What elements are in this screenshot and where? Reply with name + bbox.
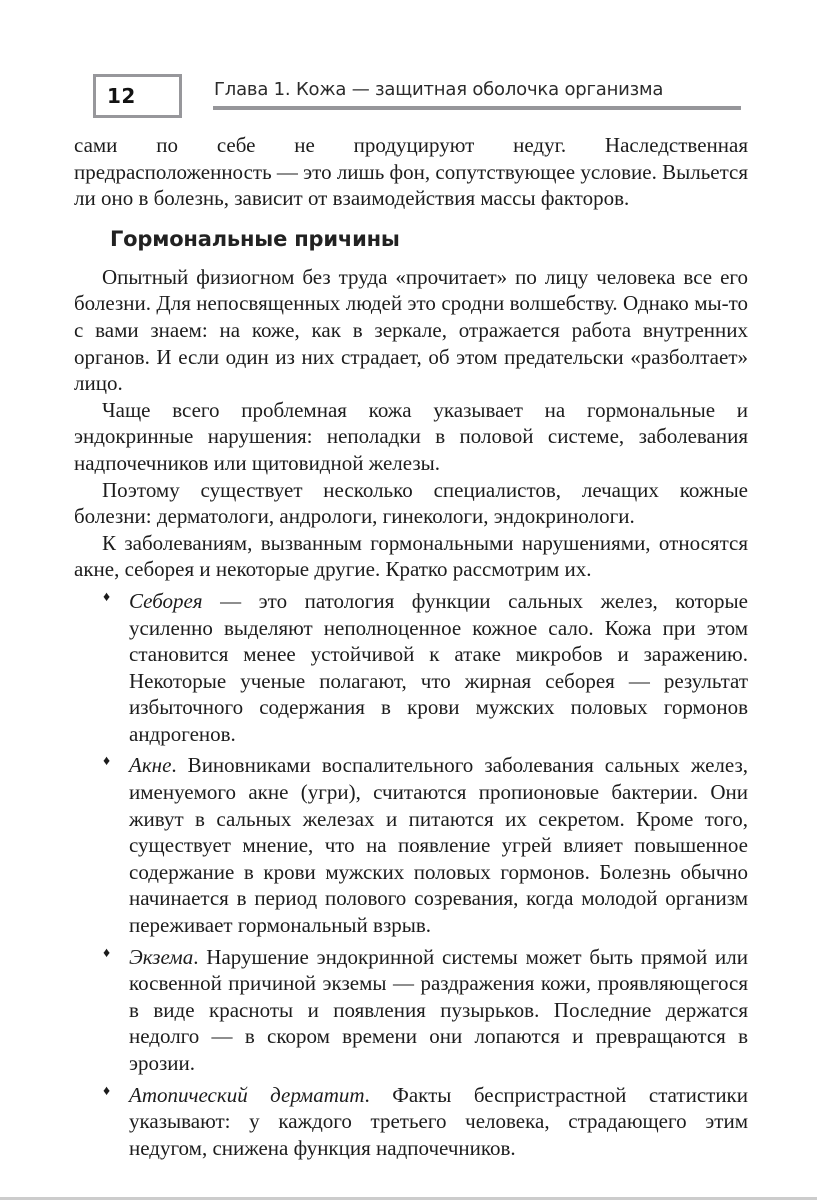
list-item (74, 752, 748, 938)
header-rule (213, 106, 741, 110)
bullet-term: Акне (129, 753, 172, 778)
page-body (74, 132, 748, 1161)
page-number-box (93, 74, 182, 118)
paragraph: К заболеваниям, вызванным гормональными нарушениями, относятся акне, себорея и некоторые другие. Кратко рассмотрим их. (74, 530, 748, 582)
paragraph-continuation: сами по себе не продуцируют недуг. Наследственная предрасположенность — это лишь фон, сопутствующее условие. Выльется ли оно в болезнь, зависит от взаимодействия массы факторов. (74, 133, 748, 211)
bullet-text: . Факты беспристрастной статистики указывают: у каждого третьего человека, страдающего этим недугом, снижена функция надпочечников. (129, 1082, 748, 1160)
page-number: 12 (107, 84, 136, 108)
bullet-text: — это патология функции сальных желез, которые усиленно выделяют неполноценное кожное сало. Кожа при этом становится менее устойчивой к атаке микробов и заражению. Некоторые ученые полагают, что жирная себорея — результат избыточного содержания в крови мужских половых гормонов андрогенов. (129, 588, 748, 746)
bullet-text: . Виновниками воспалительного заболевания сальных желез, именуемого акне (угри), считаются пропионовые бактерии. Они живут в сальных железах и питаются их секретом. Кроме того, существует мнение, что на появление угрей влияет повышенное содержание в крови мужских половых гормонов. Болезнь обычно начинается в период полового созревания, когда молодой организм переживает гормональный взрыв. (129, 753, 748, 938)
list-item (74, 944, 748, 1077)
bullet-term: Атопический дерматит (129, 1082, 365, 1107)
diamond-bullet-icon: ♦ (103, 1083, 111, 1099)
bullet-term: Экзема (129, 944, 194, 969)
list-item (74, 588, 748, 748)
paragraph: Чаще всего проблемная кожа указывает на гормональные и эндокринные нарушения: неполадки в половой системе, заболевания надпочечников или щитовидной железы. (74, 397, 748, 475)
bullet-list (74, 588, 748, 1161)
paragraph: Опытный физиогном без труда «прочитает» по лицу человека все его болезни. Для непосвященных людей это сродни волшебству. Однако мы-то с вами знаем: на коже, как в зеркале, отражается работа внутренних органов. И если один из них страдает, об этом предательски «разболтает» лицо. (74, 264, 748, 396)
diamond-bullet-icon: ♦ (103, 589, 111, 605)
list-item (74, 1082, 748, 1162)
paragraph: Поэтому существует несколько специалистов, лечащих кожные болезни: дерматологи, андрологи, гинекологи, эндокринологи. (74, 477, 748, 529)
bullet-term: Себорея (129, 588, 203, 613)
diamond-bullet-icon: ♦ (103, 754, 111, 770)
running-title: Глава 1. Кожа — защитная оболочка организма (214, 79, 664, 100)
section-heading: Гормональные причины (110, 226, 400, 251)
bullet-text: . Нарушение эндокринной системы может быть прямой или косвенной причиной экземы — раздражения кожи, проявляющегося в виде красноты и появления пузырьков. Последние держатся недолго — в скором времени они лопаются и превращаются в эрозии. (129, 944, 748, 1075)
diamond-bullet-icon: ♦ (103, 945, 111, 961)
